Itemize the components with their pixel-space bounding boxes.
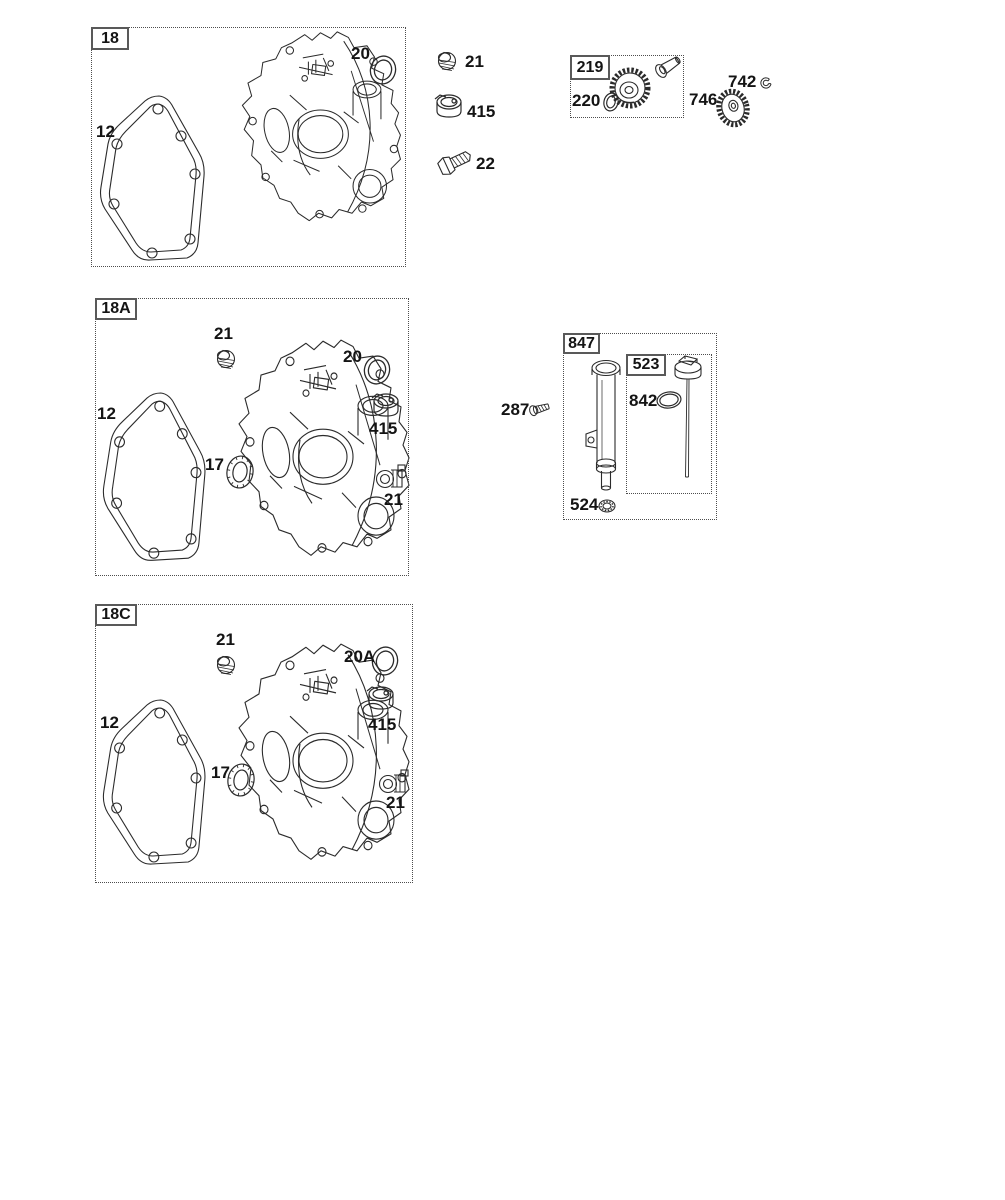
part-number-bolt-22: 22 — [476, 154, 495, 173]
section-frame-18C — [95, 604, 413, 883]
part-number-cap-415-18C: 415 — [368, 715, 397, 734]
section-tag-219-label: 219 — [576, 58, 604, 76]
part-number-oil-seal-20-18A: 20 — [343, 347, 362, 366]
section-tag-18C — [95, 604, 137, 626]
part-number-seal-17-18C: 17 — [211, 763, 230, 782]
hex-bolt-22-drawing — [437, 147, 475, 177]
section-frame-18 — [91, 27, 406, 267]
section-tag-523 — [626, 354, 666, 376]
screw-21-drawing — [439, 53, 456, 71]
part-number-oring-842: 842 — [629, 391, 658, 410]
retainer-clip-742-drawing — [761, 78, 771, 88]
part-number-screw-21: 21 — [465, 52, 484, 71]
timing-gear-746-drawing — [715, 88, 751, 128]
section-tag-523-label: 523 — [632, 356, 660, 373]
part-number-washer-220: 220 — [572, 91, 601, 110]
part-number-oil-seal-20A-18C: 20A — [344, 647, 376, 666]
section-tag-847 — [563, 333, 600, 354]
section-tag-18-label: 18 — [101, 29, 119, 47]
part-number-fitting-21-18C: 21 — [386, 793, 405, 812]
part-number-gasket-12-18C: 12 — [100, 713, 119, 732]
part-number-oil-seal-20: 20 — [351, 44, 370, 63]
section-frame-18A — [95, 298, 409, 576]
screw-287-drawing — [528, 401, 550, 416]
section-tag-847-label: 847 — [568, 334, 595, 352]
part-number-fitting-21-18A: 21 — [384, 490, 403, 509]
part-number-cap-415: 415 — [467, 102, 496, 121]
part-number-nut-524: 524 — [570, 495, 599, 514]
part-number-retainer-742: 742 — [728, 72, 757, 91]
part-number-gasket-12-18A: 12 — [97, 404, 116, 423]
section-tag-219 — [570, 55, 610, 80]
part-number-seal-17-18A: 17 — [205, 455, 224, 474]
section-tag-18C-label: 18C — [101, 606, 131, 623]
section-tag-18A-label: 18A — [101, 300, 131, 317]
part-number-gear-746: 746 — [689, 90, 718, 109]
part-number-screw-21-18A: 21 — [214, 324, 233, 343]
part-number-cap-415-18A: 415 — [369, 419, 398, 438]
oil-fill-cap-415-drawing — [435, 95, 461, 117]
part-number-screw-287: 287 — [501, 400, 530, 419]
section-tag-18A — [95, 298, 137, 320]
part-number-gasket-12: 12 — [96, 122, 115, 141]
section-tag-18 — [91, 27, 129, 50]
part-number-screw-21-18C: 21 — [216, 630, 235, 649]
